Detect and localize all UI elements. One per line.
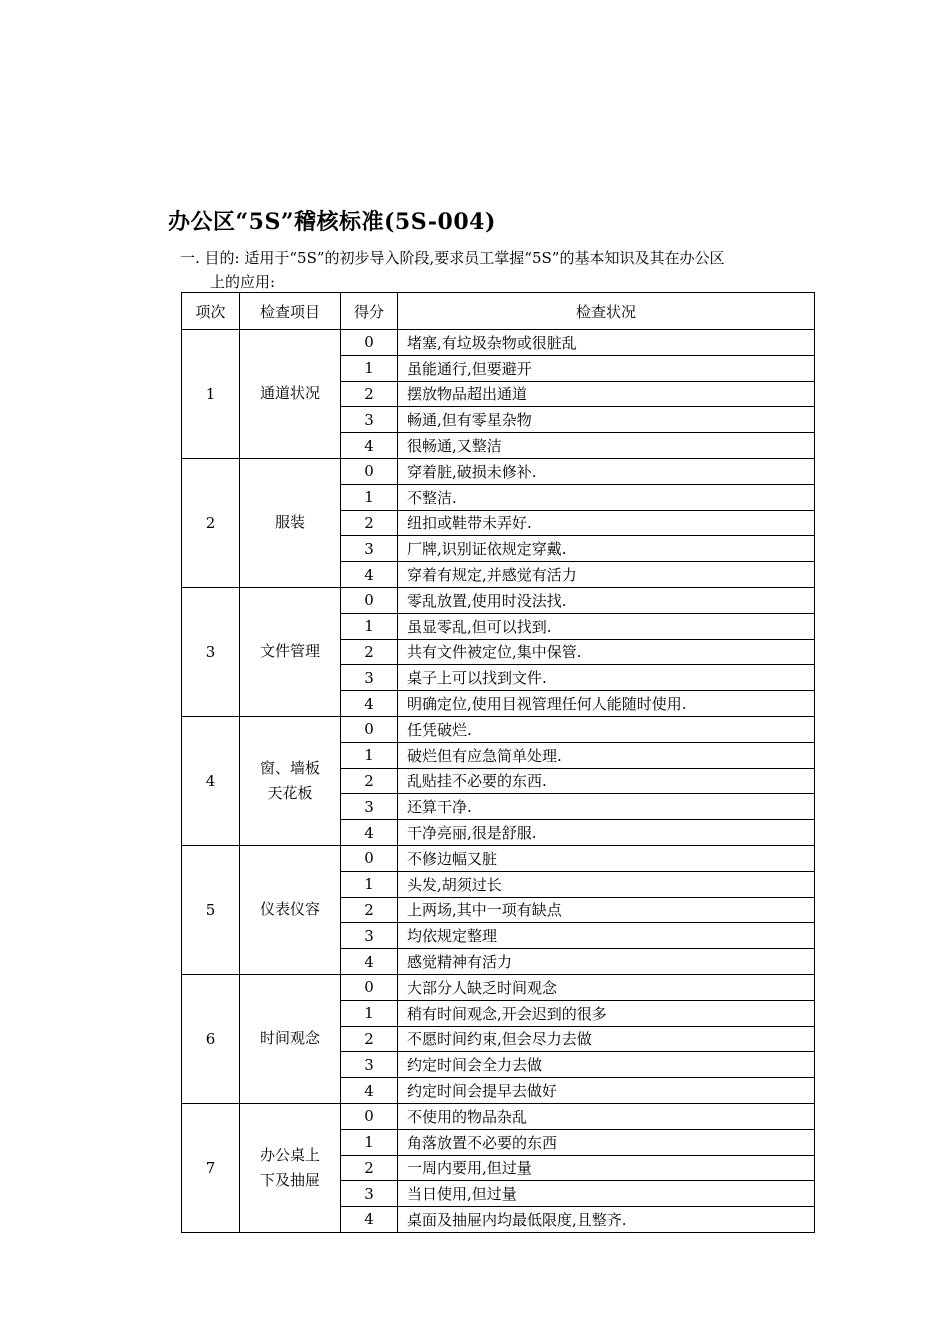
score-cell: 1 [341, 355, 398, 381]
score-cell: 1 [341, 871, 398, 897]
score-cell: 4 [341, 691, 398, 717]
status-description-cell: 虽显零乱,但可以找到. [398, 613, 815, 639]
status-description-cell: 当日使用,但过量 [398, 1181, 815, 1207]
item-number-cell: 6 [182, 974, 240, 1103]
intro-line-1: 一. 目的: 适用于“5S”的初步导入阶段,要求员工掌握“5S”的基本知识及其在办公区 [180, 249, 725, 267]
status-description-cell: 畅通,但有零星杂物 [398, 407, 815, 433]
item-number-cell: 2 [182, 458, 240, 587]
score-cell: 3 [341, 665, 398, 691]
header-no: 项次 [182, 293, 240, 330]
check-item-line: 下及抽屉 [259, 1170, 320, 1189]
score-cell: 0 [341, 716, 398, 742]
status-description-cell: 纽扣或鞋带未弄好. [398, 510, 815, 536]
score-cell: 2 [341, 639, 398, 665]
status-description-cell: 不愿时间约束,但会尽力去做 [398, 1026, 815, 1052]
status-description-cell: 穿着有规定,并感觉有活力 [398, 562, 815, 588]
check-item-cell: 时间观念 [240, 974, 341, 1103]
status-description-cell: 破烂但有应急简单处理. [398, 742, 815, 768]
status-description-cell: 大部分人缺乏时间观念 [398, 974, 815, 1000]
table-row [182, 330, 815, 356]
score-cell: 3 [341, 536, 398, 562]
header-score: 得分 [341, 293, 398, 330]
score-cell: 1 [341, 1129, 398, 1155]
score-cell: 2 [341, 897, 398, 923]
score-cell: 3 [341, 407, 398, 433]
status-description-cell: 穿着脏,破损未修补. [398, 458, 815, 484]
check-item-line: 办公桌上 [259, 1145, 320, 1164]
status-description-cell: 稍有时间观念,开会迟到的很多 [398, 1000, 815, 1026]
table-header-row [182, 293, 815, 330]
score-cell: 3 [341, 1181, 398, 1207]
status-description-cell: 上两场,其中一项有缺点 [398, 897, 815, 923]
table-row [182, 974, 815, 1000]
status-description-cell: 零乱放置,使用时没法找. [398, 587, 815, 613]
status-description-cell: 共有文件被定位,集中保管. [398, 639, 815, 665]
score-cell: 4 [341, 433, 398, 459]
header-status: 检查状况 [398, 293, 815, 330]
table-row [182, 1103, 815, 1129]
score-cell: 0 [341, 974, 398, 1000]
document-title: 办公区“5S”稽核标准(5S-004) [168, 209, 496, 235]
score-cell: 0 [341, 587, 398, 613]
status-description-cell: 均依规定整理 [398, 923, 815, 949]
status-description-cell: 还算干净. [398, 794, 815, 820]
table-row [182, 716, 815, 742]
score-cell: 3 [341, 1052, 398, 1078]
score-cell: 1 [341, 1000, 398, 1026]
item-number-cell: 3 [182, 587, 240, 716]
score-cell: 2 [341, 510, 398, 536]
status-description-cell: 约定时间会全力去做 [398, 1052, 815, 1078]
status-description-cell: 虽能通行,但要避开 [398, 355, 815, 381]
status-description-cell: 桌面及抽屉内均最低限度,且整齐. [398, 1207, 815, 1233]
check-item-cell [240, 1103, 341, 1232]
status-description-cell: 明确定位,使用目视管理任何人能随时使用. [398, 691, 815, 717]
score-cell: 2 [341, 1026, 398, 1052]
score-cell: 4 [341, 1207, 398, 1233]
score-cell: 4 [341, 1078, 398, 1104]
score-cell: 4 [341, 562, 398, 588]
status-description-cell: 干净亮丽,很是舒服. [398, 820, 815, 846]
score-cell: 1 [341, 484, 398, 510]
item-number-cell: 5 [182, 845, 240, 974]
status-description-cell: 堵塞,有垃圾杂物或很脏乱 [398, 330, 815, 356]
check-item-cell: 文件管理 [240, 587, 341, 716]
status-description-cell: 不修边幅又脏 [398, 845, 815, 871]
table-row [182, 458, 815, 484]
intro-line-2: 上的应用: [210, 273, 276, 291]
item-number-cell: 7 [182, 1103, 240, 1232]
score-cell: 3 [341, 794, 398, 820]
score-cell: 2 [341, 1155, 398, 1181]
status-description-cell: 头发,胡须过长 [398, 871, 815, 897]
status-description-cell: 很畅通,又整洁 [398, 433, 815, 459]
score-cell: 3 [341, 923, 398, 949]
table-body [182, 330, 815, 1233]
score-cell: 0 [341, 330, 398, 356]
inspection-table [181, 292, 815, 1233]
item-number-cell: 1 [182, 330, 240, 459]
score-cell: 2 [341, 381, 398, 407]
check-item-line: 天花板 [267, 783, 313, 802]
status-description-cell: 不使用的物品杂乱 [398, 1103, 815, 1129]
score-cell: 4 [341, 949, 398, 975]
status-description-cell: 摆放物品超出通道 [398, 381, 815, 407]
header-item: 检查项目 [240, 293, 341, 330]
status-description-cell: 任凭破烂. [398, 716, 815, 742]
score-cell: 0 [341, 845, 398, 871]
score-cell: 1 [341, 742, 398, 768]
status-description-cell: 乱贴挂不必要的东西. [398, 768, 815, 794]
check-item-cell: 通道状况 [240, 330, 341, 459]
check-item-line: 窗、墙板 [259, 758, 320, 777]
check-item-cell: 仪表仪容 [240, 845, 341, 974]
score-cell: 4 [341, 820, 398, 846]
score-cell: 0 [341, 1103, 398, 1129]
table-row [182, 587, 815, 613]
item-number-cell: 4 [182, 716, 240, 845]
score-cell: 1 [341, 613, 398, 639]
score-cell: 2 [341, 768, 398, 794]
check-item-cell: 服装 [240, 458, 341, 587]
check-item-cell [240, 716, 341, 845]
status-description-cell: 约定时间会提早去做好 [398, 1078, 815, 1104]
status-description-cell: 一周内要用,但过量 [398, 1155, 815, 1181]
status-description-cell: 感觉精神有活力 [398, 949, 815, 975]
status-description-cell: 角落放置不必要的东西 [398, 1129, 815, 1155]
table-row [182, 845, 815, 871]
status-description-cell: 不整洁. [398, 484, 815, 510]
status-description-cell: 桌子上可以找到文件. [398, 665, 815, 691]
intro-paragraph [180, 246, 820, 294]
status-description-cell: 厂牌,识别证依规定穿戴. [398, 536, 815, 562]
score-cell: 0 [341, 458, 398, 484]
